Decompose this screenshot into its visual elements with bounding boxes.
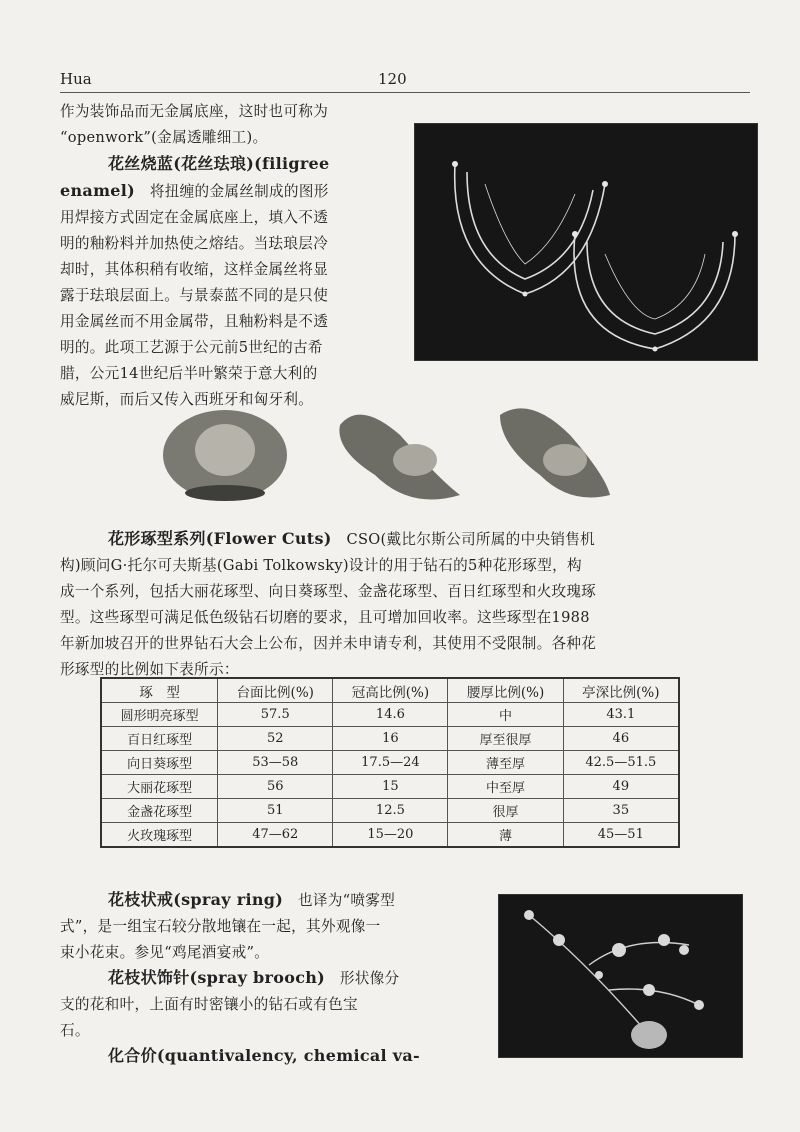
filigree-earrings-photo — [414, 123, 758, 361]
table-cell: 12.5 — [333, 799, 448, 823]
spray-brooch-photo — [498, 894, 743, 1058]
table-cell: 薄 — [448, 823, 563, 848]
table-cell: 很厚 — [448, 799, 563, 823]
entry-term: 花形琢型系列(Flower Cuts) — [108, 529, 332, 548]
table-header-row — [101, 678, 679, 703]
table-cell: 52 — [218, 727, 333, 751]
entry-term: 花丝烧蓝(花丝珐琅)(filigree — [108, 154, 330, 173]
table-cell: 43.1 — [563, 703, 679, 727]
ring-front-view — [163, 410, 287, 501]
text-line: 型。这些琢型可满足低色级钻石切磨的要求，且可增加回收率。这些琢型在1988 — [60, 609, 590, 626]
column-header: 琢 型 — [101, 678, 218, 703]
text-line: 却时，其体积稍有收缩，这样金属丝将显 — [60, 261, 329, 278]
table-cell: 46 — [563, 727, 679, 751]
table-cell: 57.5 — [218, 703, 333, 727]
text-line: 作为装饰品而无金属底座，这时也可称为 — [60, 103, 329, 120]
table-row — [101, 727, 679, 751]
text-line: 束小花束。参见“鸡尾酒宴戒”。 — [60, 944, 270, 961]
entry-term: enamel) — [60, 181, 136, 200]
table-cell: 火玫瑰琢型 — [101, 823, 218, 848]
table-cell: 圆形明亮琢型 — [101, 703, 218, 727]
table-row — [101, 703, 679, 727]
entry-term: 花枝状饰针(spray brooch) — [108, 968, 326, 987]
table-cell: 45—51 — [563, 823, 679, 848]
text-line: 用焊接方式固定在金属底座上，填入不透 — [60, 209, 329, 226]
text-line: 式”，是一组宝石较分散地镶在一起，其外观像一 — [60, 918, 381, 935]
table-cell: 17.5—24 — [333, 751, 448, 775]
text-line: “openwork”(金属透雕细工)。 — [60, 129, 268, 146]
earrings-illustration — [415, 124, 757, 360]
column-header: 冠高比例(%) — [333, 678, 448, 703]
brooch-illustration — [499, 895, 742, 1057]
table-cell: 47—62 — [218, 823, 333, 848]
table-cell: 15 — [333, 775, 448, 799]
text-line: 形琢型的比例如下表所示： — [60, 661, 239, 678]
table-cell: 56 — [218, 775, 333, 799]
text-line: 腊，公元14世纪后半叶繁荣于意大利的 — [60, 365, 318, 382]
table-cell: 百日红琢型 — [101, 727, 218, 751]
table-cell: 15—20 — [333, 823, 448, 848]
table-cell: 大丽花琢型 — [101, 775, 218, 799]
text-line: 年新加坡召开的世界钻石大会上公布，因并未申请专利，其使用不受限制。各种花 — [60, 635, 597, 652]
table-cell: 49 — [563, 775, 679, 799]
entry-term: 花枝状戒(spray ring) — [108, 890, 284, 909]
text-line: 石。 — [60, 1022, 90, 1039]
text-line: 明的。此项工艺源于公元前5世纪的古希 — [60, 339, 323, 356]
text-line: 支的花和叶，上面有时密镶小的钻石或有色宝 — [60, 996, 358, 1013]
column-header: 腰厚比例(%) — [448, 678, 563, 703]
spray-brooch-entry — [60, 965, 460, 1044]
table-cell: 中 — [448, 703, 563, 727]
table-cell: 53—58 — [218, 751, 333, 775]
table-cell: 厚至很厚 — [448, 727, 563, 751]
table-cell: 51 — [218, 799, 333, 823]
table-row — [101, 751, 679, 775]
filigree-enamel-entry — [60, 151, 410, 413]
table-cell: 42.5—51.5 — [563, 751, 679, 775]
text-line: 将扭缠的金属丝制成的图形 — [149, 183, 329, 200]
table-cell: 薄至厚 — [448, 751, 563, 775]
table-cell: 35 — [563, 799, 679, 823]
table-row — [101, 823, 679, 848]
text-line: 用金属丝而不用金属带，且釉粉料是不透 — [60, 313, 329, 330]
table-cell: 中至厚 — [448, 775, 563, 799]
text-line: 明的釉粉料并加热使之熔结。当珐琅层冷 — [60, 235, 329, 252]
text-line: CSO(戴比尔斯公司所属的中央销售机 — [346, 531, 596, 548]
column-header: 亭深比例(%) — [563, 678, 679, 703]
ring-side-view — [339, 415, 460, 500]
column-header: 台面比例(%) — [218, 678, 333, 703]
table-cell: 16 — [333, 727, 448, 751]
flower-cuts-entry — [60, 526, 750, 683]
page-number: 120 — [378, 70, 407, 88]
text-line: 形状像分 — [339, 970, 400, 987]
text-line: 构)顾问G·托尔可夫斯基(Gabi Tolkowsky)设计的用于钻石的5种花形琢型，构 — [60, 557, 582, 574]
ring-angle-view — [500, 408, 610, 497]
table-cell: 金盏花琢型 — [101, 799, 218, 823]
text-line: 露于珐琅层面上。与景泰蓝不同的是只使 — [60, 287, 329, 304]
table-row — [101, 799, 679, 823]
table-cell: 向日葵琢型 — [101, 751, 218, 775]
spray-ring-entry — [60, 887, 460, 966]
entry-term: 化合价(quantivalency, chemical va- — [108, 1046, 420, 1065]
text-line: 也译为“喷雾型 — [297, 892, 396, 909]
text-line: 成一个系列，包括大丽花琢型、向日葵琢型、金盏花琢型、百日红琢型和火玫瑰琢 — [60, 583, 597, 600]
quantivalency-entry — [60, 1043, 480, 1070]
openwork-paragraph-tail — [60, 99, 410, 151]
table-row — [101, 775, 679, 799]
text-line: 威尼斯，而后又传入西班牙和匈牙利。 — [60, 391, 314, 408]
running-head: Hua — [60, 70, 92, 88]
flower-cut-proportions-table — [100, 677, 680, 848]
page-header — [60, 70, 750, 93]
ring-illustrations — [160, 395, 630, 510]
table-cell: 14.6 — [333, 703, 448, 727]
